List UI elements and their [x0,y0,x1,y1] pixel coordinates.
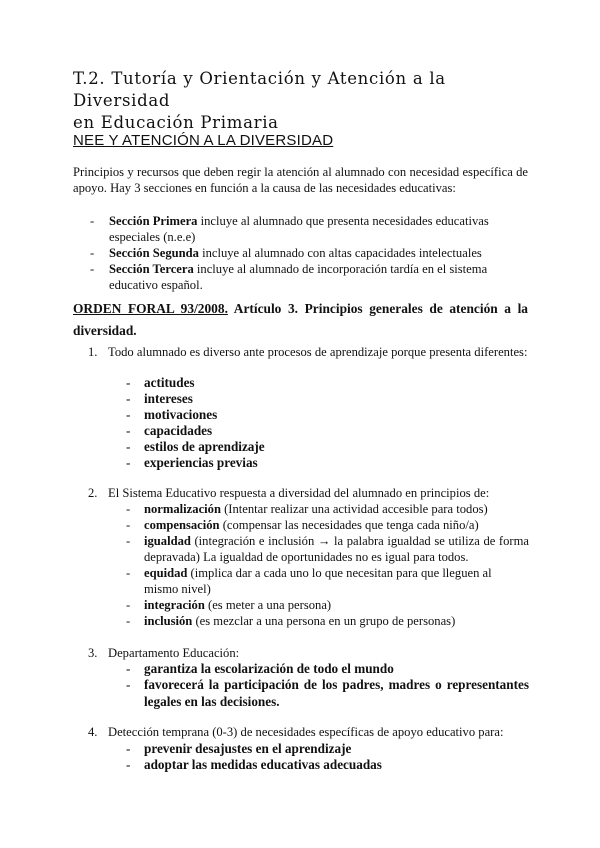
sub-item [126,565,529,597]
dash-bullet: - [126,677,131,692]
intro-paragraph: Principios y recursos que deben regir la atención al alumnado con necesidad específica de apoyo. Hay 3 secciones en función a la causa de las necesidades educativas: [73,165,528,195]
dash-bullet: - [126,534,131,548]
sub-item [126,597,529,613]
numbered-item-1 [88,344,528,360]
sub-item-label: compensación [144,518,220,532]
sub-item-text: adoptar las medidas educativas adecuadas [144,757,382,772]
sub-item [126,676,529,710]
title-line-1: T.2. Tutoría y Orientación y Atención a la Diversidad [73,69,446,110]
seccion-label: Sección Tercera [109,262,194,276]
numbered-item-2 [88,485,528,501]
sub-item-label: equidad [144,566,188,580]
seccion-text: incluye al alumnado de incorporación tardía en el sistema educativo español. [109,262,488,292]
sub-item [126,533,529,565]
item-number: 3. [88,646,98,660]
dash-bullet: - [126,757,131,772]
item-text: Todo alumnado es diverso ante procesos de aprendizaje porque presenta diferentes: [108,345,528,359]
dash-bullet: - [126,614,131,628]
item-number: 4. [88,725,98,739]
orden-foral-heading [73,298,528,342]
sub-item-text: (implica dar a cada uno lo que necesitan para que lleguen al mismo nivel) [144,566,492,596]
sub-item-text: experiencias previas [144,455,258,470]
dash-bullet: - [90,246,95,260]
numbered-item-3 [88,645,528,661]
dash-bullet: - [126,439,131,454]
dash-bullet: - [126,455,131,470]
title-line-2: en Educación Primaria [73,113,279,132]
sub-item [126,406,529,423]
sub-item-text: capacidades [144,423,213,438]
orden-foral-title: Artículo 3. Principios generales de atención a la diversidad. [73,301,529,338]
item-text: Departamento Educación: [108,646,240,660]
sub-item-text: (compensar las necesidades que tenga cada niño/a) [219,518,479,532]
dash-bullet: - [126,741,131,756]
list-item-seccion-1 [73,213,533,245]
seccion-label: Sección Segunda [109,246,199,260]
sub-item-text: (integración e inclusión → la palabra igualdad se utiliza de forma depravada) La igualdad de oportunidades no es igual para todos. [144,534,529,564]
dash-bullet: - [126,661,131,676]
dash-bullet: - [126,407,131,422]
sub-item-label: normalización [144,502,221,516]
list-item-seccion-3 [73,261,533,293]
list-item-seccion-2 [73,245,533,261]
sub-item [126,438,529,455]
sub-item [126,756,529,773]
sub-item-text: motivaciones [144,407,218,422]
dash-bullet: - [126,502,131,516]
sub-item [126,660,529,677]
sub-item [126,613,529,629]
orden-foral-ref: ORDEN FORAL 93/2008. [73,301,228,316]
sub-item-label: inclusión [144,614,193,628]
dash-bullet: - [90,262,95,276]
sub-item [126,454,529,471]
sub-item-text: favorecerá la participación de los padres, madres o representantes legales en las decisiones. [144,677,529,709]
sub-item [126,501,529,517]
sub-item-text: (es meter a una persona) [204,598,332,612]
sub-item [126,374,529,391]
dash-bullet: - [126,375,131,390]
sub-item-label: integración [144,598,205,612]
dash-bullet: - [126,598,131,612]
dash-bullet: - [90,214,95,228]
dash-bullet: - [126,423,131,438]
sub-item [126,517,529,533]
dash-bullet: - [126,566,131,580]
sub-item-text: estilos de aprendizaje [144,439,265,454]
sub-item-text: intereses [144,391,193,406]
sub-item [126,740,529,757]
sub-item-text: actitudes [144,375,195,390]
sub-item-text: garantiza la escolarización de todo el mundo [144,661,394,676]
sub-item [126,390,529,407]
seccion-label: Sección Primera [109,214,198,228]
dash-bullet: - [126,391,131,406]
seccion-text: incluye al alumnado que presenta necesidades educativas especiales (n.e.e) [109,214,489,244]
section-heading: NEE Y ATENCIÓN A LA DIVERSIDAD [73,132,334,149]
item-number: 2. [88,486,98,500]
sub-item-label: igualdad [144,534,191,548]
item-number: 1. [88,345,98,359]
sub-item-text: (es mezclar a una persona en un grupo de personas) [192,614,456,628]
seccion-text: incluye al alumnado con altas capacidades intelectuales [198,246,482,260]
item-text: Detección temprana (0-3) de necesidades específicas de apoyo educativo para: [108,725,504,739]
document-title [73,68,543,134]
sub-item-text: prevenir desajustes en el aprendizaje [144,741,352,756]
numbered-item-4 [88,724,528,740]
dash-bullet: - [126,518,131,532]
sub-item [126,422,529,439]
item-text: El Sistema Educativo respuesta a diversidad del alumnado en principios de: [108,486,490,500]
sub-item-text: (Intentar realizar una actividad accesible para todos) [220,502,488,516]
